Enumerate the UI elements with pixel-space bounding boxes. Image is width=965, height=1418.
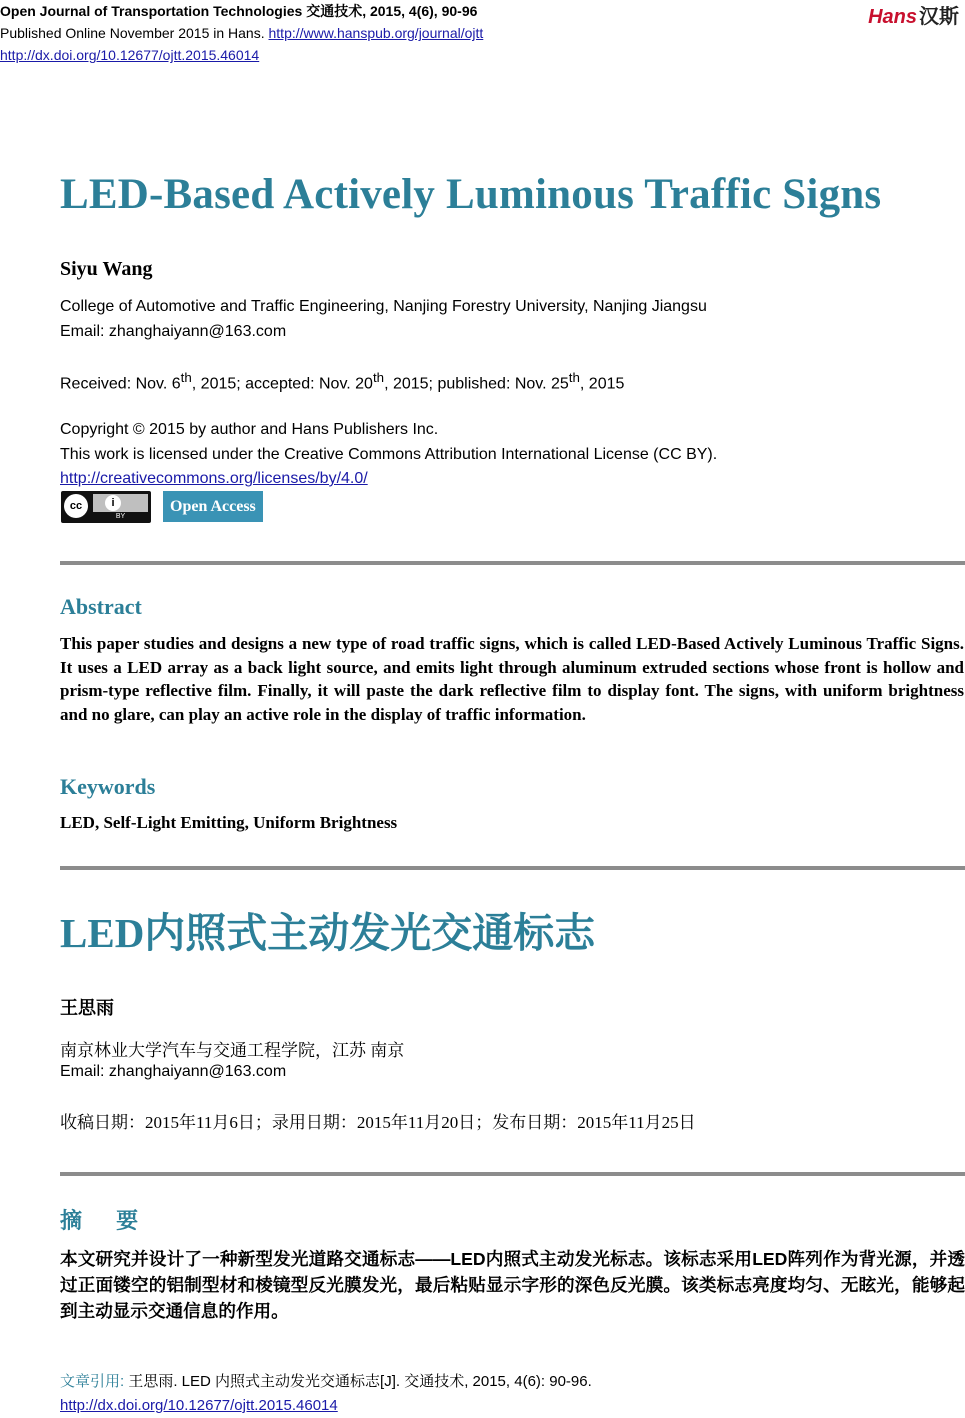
abstract-en: This paper studies and designs a new type of road traffic signs, which is called LED-Based Actively Luminous Traffic Signs. It uses a LED array as a back light source, and emits light through aluminum extruded sections whose front is hollow and prism-type reflective film. Finally, it will paste the dark reflective film to display font. The signs, with uniform brightness and no glare, can play an active role in the display of traffic information. (60, 634, 964, 724)
journal-name: Open Journal of Transportation Technologies 交通技术, 2015, 4(6), 90-96 (0, 3, 478, 19)
paper-title-cn: LED内照式主动发光交通标志 (60, 910, 596, 956)
citation-text: 王思雨. LED 内照式主动发光交通标志[J]. 交通技术, 2015, 4(6): 90-96. (128, 1373, 592, 1390)
citation-block (60, 1370, 592, 1418)
paper-title-en: LED-Based Actively Luminous Traffic Signs (60, 171, 882, 218)
person-icon: i (105, 495, 121, 511)
keywords-list: LED, Self-Light Emitting, Uniform Brightness (60, 813, 398, 832)
affiliation-cn: 南京林业大学汽车与交通工程学院，江苏 南京 (60, 1041, 405, 1060)
email-cn: Email: zhanghaiyann@163.com (60, 1063, 287, 1080)
copyright-block (60, 418, 717, 492)
author-name-cn: 王思雨 (60, 998, 114, 1018)
dates-en (60, 370, 624, 393)
license-link[interactable]: http://creativecommons.org/licenses/by/4.0/ (60, 470, 368, 487)
received-date: Received: Nov. 6 (60, 375, 181, 393)
published-year: , 2015 (579, 375, 625, 393)
published-text: Published Online November 2015 in Hans. (0, 25, 269, 41)
open-access-badge[interactable]: Open Access (163, 491, 263, 522)
author-name-en: Siyu Wang (60, 258, 153, 280)
running-header (0, 0, 483, 66)
citation-doi-link[interactable]: http://dx.doi.org/10.12677/ojtt.2015.46014 (60, 1397, 338, 1414)
section-divider (60, 1172, 965, 1176)
doi-link[interactable]: http://dx.doi.org/10.12677/ojtt.2015.46014 (0, 47, 260, 63)
published-line (0, 22, 483, 44)
received-sup: th (180, 370, 192, 385)
accepted-date: , 2015; accepted: Nov. 20 (191, 375, 373, 393)
accepted-sup: th (372, 370, 385, 385)
journal-link[interactable]: http://www.hanspub.org/journal/ojtt (268, 25, 484, 41)
hans-logo (868, 0, 959, 29)
citation-label: 文章引用: (60, 1373, 129, 1390)
dates-cn: 收稿日期：2015年11月6日；录用日期：2015年11月20日；发布日期：2015年11月25日 (60, 1113, 696, 1132)
abstract-heading-cn: 摘 要 (60, 1208, 153, 1233)
cc-by-label: BY (115, 513, 126, 520)
published-sup: th (568, 370, 580, 385)
email-en: Email: zhanghaiyann@163.com (60, 323, 287, 340)
cc-circle-icon: cc (64, 494, 88, 518)
cc-by-icon[interactable] (61, 491, 151, 523)
logo-text: Hans (868, 6, 917, 28)
published-date: , 2015; published: Nov. 25 (384, 375, 569, 393)
abstract-cn: 本文研究并设计了一种新型发光道路交通标志——LED内照式主动发光标志。该标志采用LED阵列作为背光源，并透过正面镂空的铝制型材和棱镜型反光膜发光，最后粘贴显示字形的深色反光膜。该类标志亮度均匀、无眩光，能够起到主动显示交通信息的作用。 (60, 1249, 965, 1321)
keywords-heading: Keywords (60, 774, 156, 799)
logo-cn-text: 汉斯 (919, 6, 959, 28)
license-line: This work is licensed under the Creative Commons Attribution International License (CC BY). (60, 445, 718, 463)
section-divider (60, 561, 965, 565)
affiliation-en: College of Automotive and Traffic Engineering, Nanjing Forestry University, Nanjing Jiangsu (60, 298, 707, 315)
section-divider (60, 866, 965, 870)
abstract-heading-en: Abstract (60, 594, 142, 619)
copyright-line: Copyright © 2015 by author and Hans Publishers Inc. (60, 421, 439, 438)
